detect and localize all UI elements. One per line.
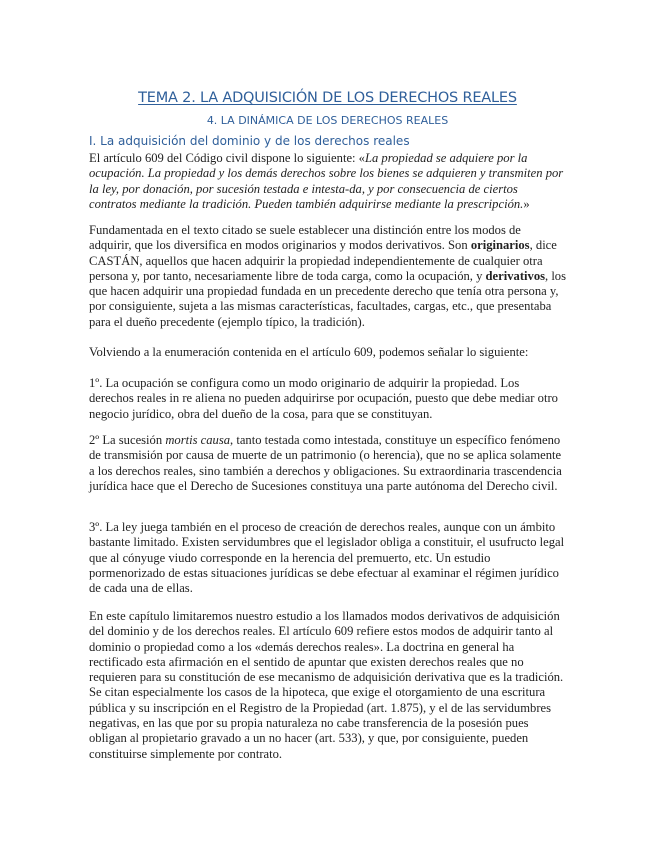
paragraph-modes-of-acquisition <box>89 223 566 330</box>
paragraph-modos-derivativos: En este capítulo limitaremos nuestro estudio a los llamados modos derivativos de adquisición del dominio y de los derechos reales. El artículo 609 refiere estos modos de adquirir tanto al dominio o propiedad como a los «demás derechos reales». La doctrina en general ha rectificado esta afirmación en el sentido de apuntar que existen derechos reales que no requieren para su constitución de ese mecanismo de adquisición derivativa que es la tradición. Se citan especialmente los casos de la hipoteca, que exige el otorgamiento de una escritura pública y su inscripción en el Registro de la Propiedad (art. 1.875), y el de las servidumbres negativas, en las que por su propia naturaleza no cabe transferencia de la posesión pues obligan al propietario gravado a un no hacer (art. 533), y que, por consiguiente, pueden constituirse simplemente por contrato. <box>89 609 564 761</box>
section-heading: I. La adquisición del dominio y de los derechos reales <box>89 134 410 148</box>
quoted-article-text: La propiedad se adquiere por la ocupación. La propiedad y los demás derechos sobre los bienes se adquieren y transmiten por la ley, por donación, por sucesión testada e intesta-da, y por consecuencia de ciertos contratos mediante la tradición. Pueden también adquirirse mediante la prescripción. <box>89 151 564 211</box>
bold-term-derivativos: derivativos <box>485 268 546 283</box>
paragraph-ocupacion: 1º. La ocupación se configura como un modo originario de adquirir la propiedad. Los derechos reales in re aliena no pueden adquirirse por ocupación, puesto que debe mediar otro negocio jurídico, obra del dueño de la cosa, para que se constituyan. <box>89 376 558 421</box>
paragraph-article-609 <box>89 151 566 212</box>
paragraph-text: Fundamentada en el texto citado se suele establecer una distinción entre los modos de adquirir, que los diversifica en modos originarios y modos derivativos. Son <box>89 223 521 253</box>
paragraph-text: » <box>523 196 530 211</box>
paragraph-text: , los que hacen adquirir una propiedad fundada en un precedente derecho que tenía otra persona y, por consiguiente, sujeta a las mismas características, facultades, cargas, etc., que presentaba para el dueño precedente (ejemplo típico, la tradición). <box>89 268 567 329</box>
paragraph-sucesion <box>89 433 566 494</box>
paragraph-ley: 3º. La ley juega también en el proceso de creación de derechos reales, aunque con un ámbito bastante limitado. Existen servidumbres que el legislador obliga a constituir, el usufructo legal que al cónyuge viudo corresponde en la herencia del premuerto, etc. Un estudio pormenorizado de estas situaciones jurídicas se debe efectuar al examinar el régimen jurídico de cada una de ellas. <box>89 520 565 596</box>
paragraph-text: 2º La sucesión <box>89 433 166 447</box>
paragraph-enumeration: Volviendo a la enumeración contenida en el artículo 609, podemos señalar lo siguiente: <box>89 345 529 359</box>
italic-term-mortis-causa: mortis causa <box>165 433 231 447</box>
paragraph-text: , dice CASTÁN, aquellos que hacen adquirir la propiedad independientemente de cualquier otra persona y, por tanto, necesariamente libre de toda carga, como la ocupación, y <box>89 238 557 283</box>
paragraph-text: El artículo 609 del Código civil dispone lo siguiente: « <box>89 151 365 165</box>
page-title: TEMA 2. LA ADQUISICIÓN DE LOS DERECHOS REALES <box>138 90 517 106</box>
paragraph-text: , tanto testada como intestada, constituye un específico fenómeno de transmisión por causa de muerte de un patrimonio (o herencia), que no se aplica solamente a los derechos reales, sino también a derechos y obligaciones. Su extraordinaria trascendencia jurídica hace que el Derecho de Sucesiones constituya una parte autónoma del Derecho civil. <box>89 433 562 493</box>
page-subtitle: 4. LA DINÁMICA DE LOS DERECHOS REALES <box>206 114 449 127</box>
bold-term-originarios: originarios <box>470 238 530 253</box>
